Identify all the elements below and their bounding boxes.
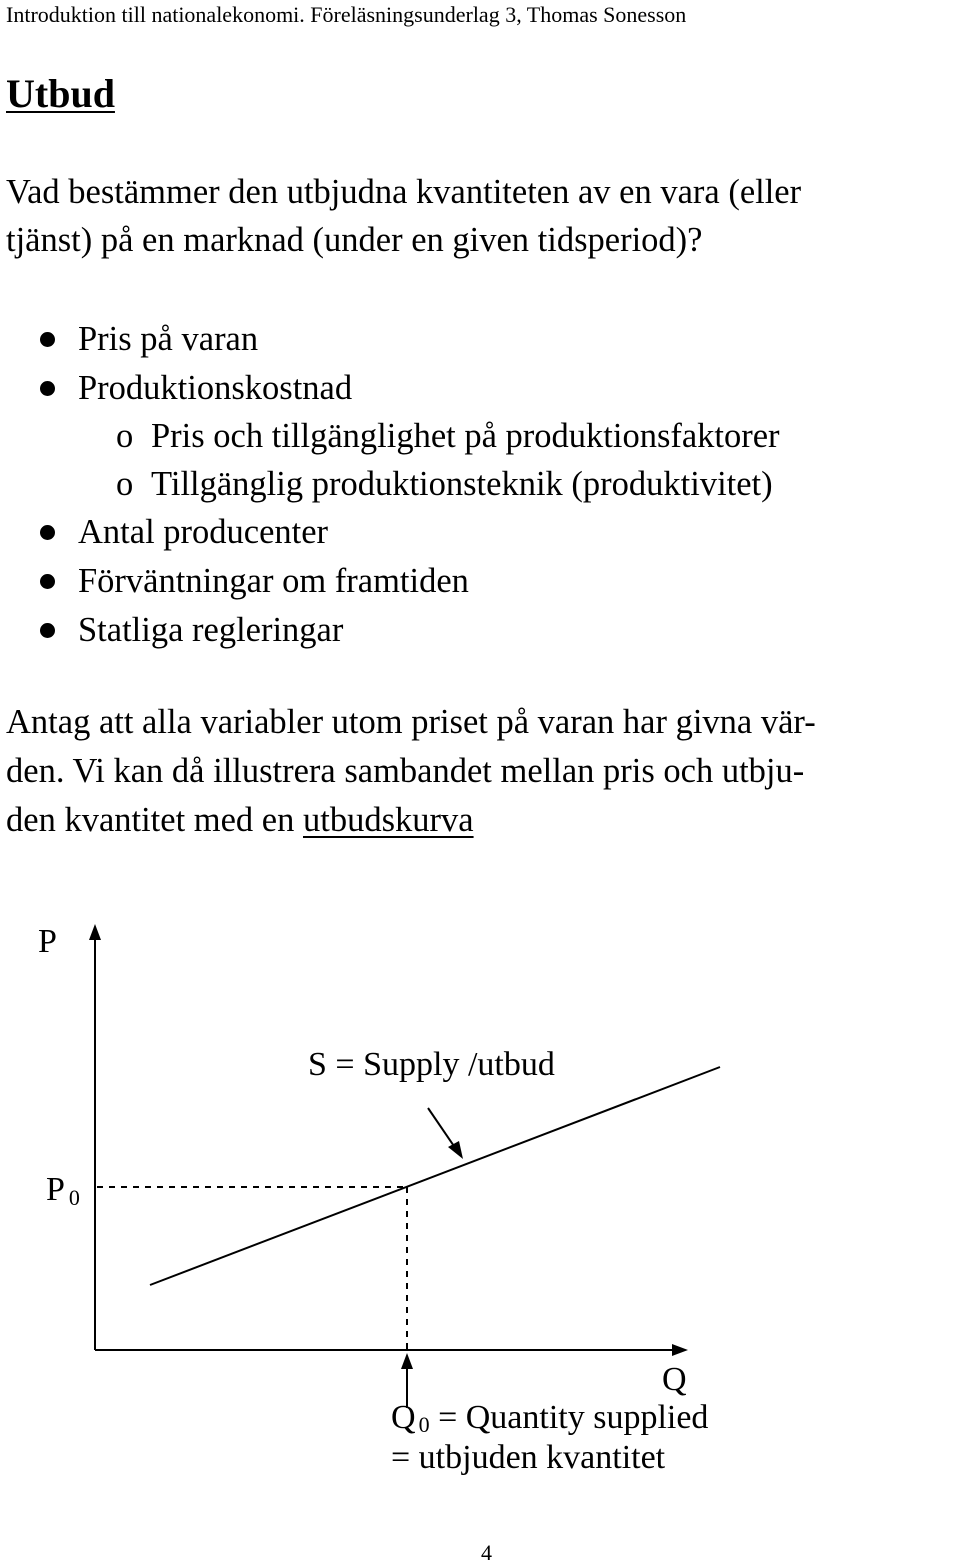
bullet-dot-icon xyxy=(40,525,55,540)
supply-curve xyxy=(150,1067,720,1285)
bullet-item: Förväntningar om framtiden xyxy=(78,562,469,600)
bullet-item: Antal producenter xyxy=(78,513,329,551)
y-axis-arrow-icon xyxy=(89,924,101,940)
bullet-item: Statliga regleringar xyxy=(78,611,344,649)
sub-bullet-item: Pris och tillgänglighet på produktionsfaktorer xyxy=(151,417,780,455)
bullet-dot-icon xyxy=(40,574,55,589)
x-axis-label: Q xyxy=(662,1361,687,1398)
sub-bullet-item: Tillgänglig produktionsteknik (produktivitet) xyxy=(151,465,773,503)
q0-label: Q 0 = Quantity supplied xyxy=(391,1399,709,1437)
y-axis-label: P xyxy=(38,923,57,960)
bullet-dot-icon xyxy=(40,381,55,396)
sub-bullet-marker: o xyxy=(116,417,134,455)
assumption-line-3-text: den kvantitet med en xyxy=(6,801,303,839)
assumption-line-3 xyxy=(6,796,474,844)
supply-curve-label: S = Supply /utbud xyxy=(308,1046,555,1083)
supply-curve-term: utbudskurva xyxy=(303,801,474,839)
curve-pointer-arrow-icon xyxy=(448,1141,463,1159)
question-line-2: tjänst) på en marknad (under en given tidsperiod)? xyxy=(6,221,703,259)
sub-bullet-marker: o xyxy=(116,465,134,503)
question-line-1: Vad bestämmer den utbjudna kvantiteten av en vara (eller xyxy=(6,173,802,211)
bullet-item: Pris på varan xyxy=(78,320,259,358)
page-number: 4 xyxy=(481,1540,492,1565)
page-header: Introduktion till nationalekonomi. Föreläsningsunderlag 3, Thomas Sonesson xyxy=(6,2,687,27)
section-title: Utbud xyxy=(6,71,115,116)
q0-description: = utbjuden kvantitet xyxy=(391,1439,666,1476)
supply-diagram xyxy=(0,900,960,1520)
bullet-dot-icon xyxy=(40,332,55,347)
assumption-line-1: Antag att alla variabler utom priset på varan har givna vär- xyxy=(6,703,816,741)
q0-pointer-arrow-icon xyxy=(401,1353,413,1369)
x-axis-arrow-icon xyxy=(672,1344,688,1356)
bullet-dot-icon xyxy=(40,623,55,638)
p0-label: P 0 xyxy=(46,1171,80,1210)
bullet-item: Produktionskostnad xyxy=(78,369,353,407)
assumption-line-2: den. Vi kan då illustrera sambandet mellan pris och utbju- xyxy=(6,752,805,790)
